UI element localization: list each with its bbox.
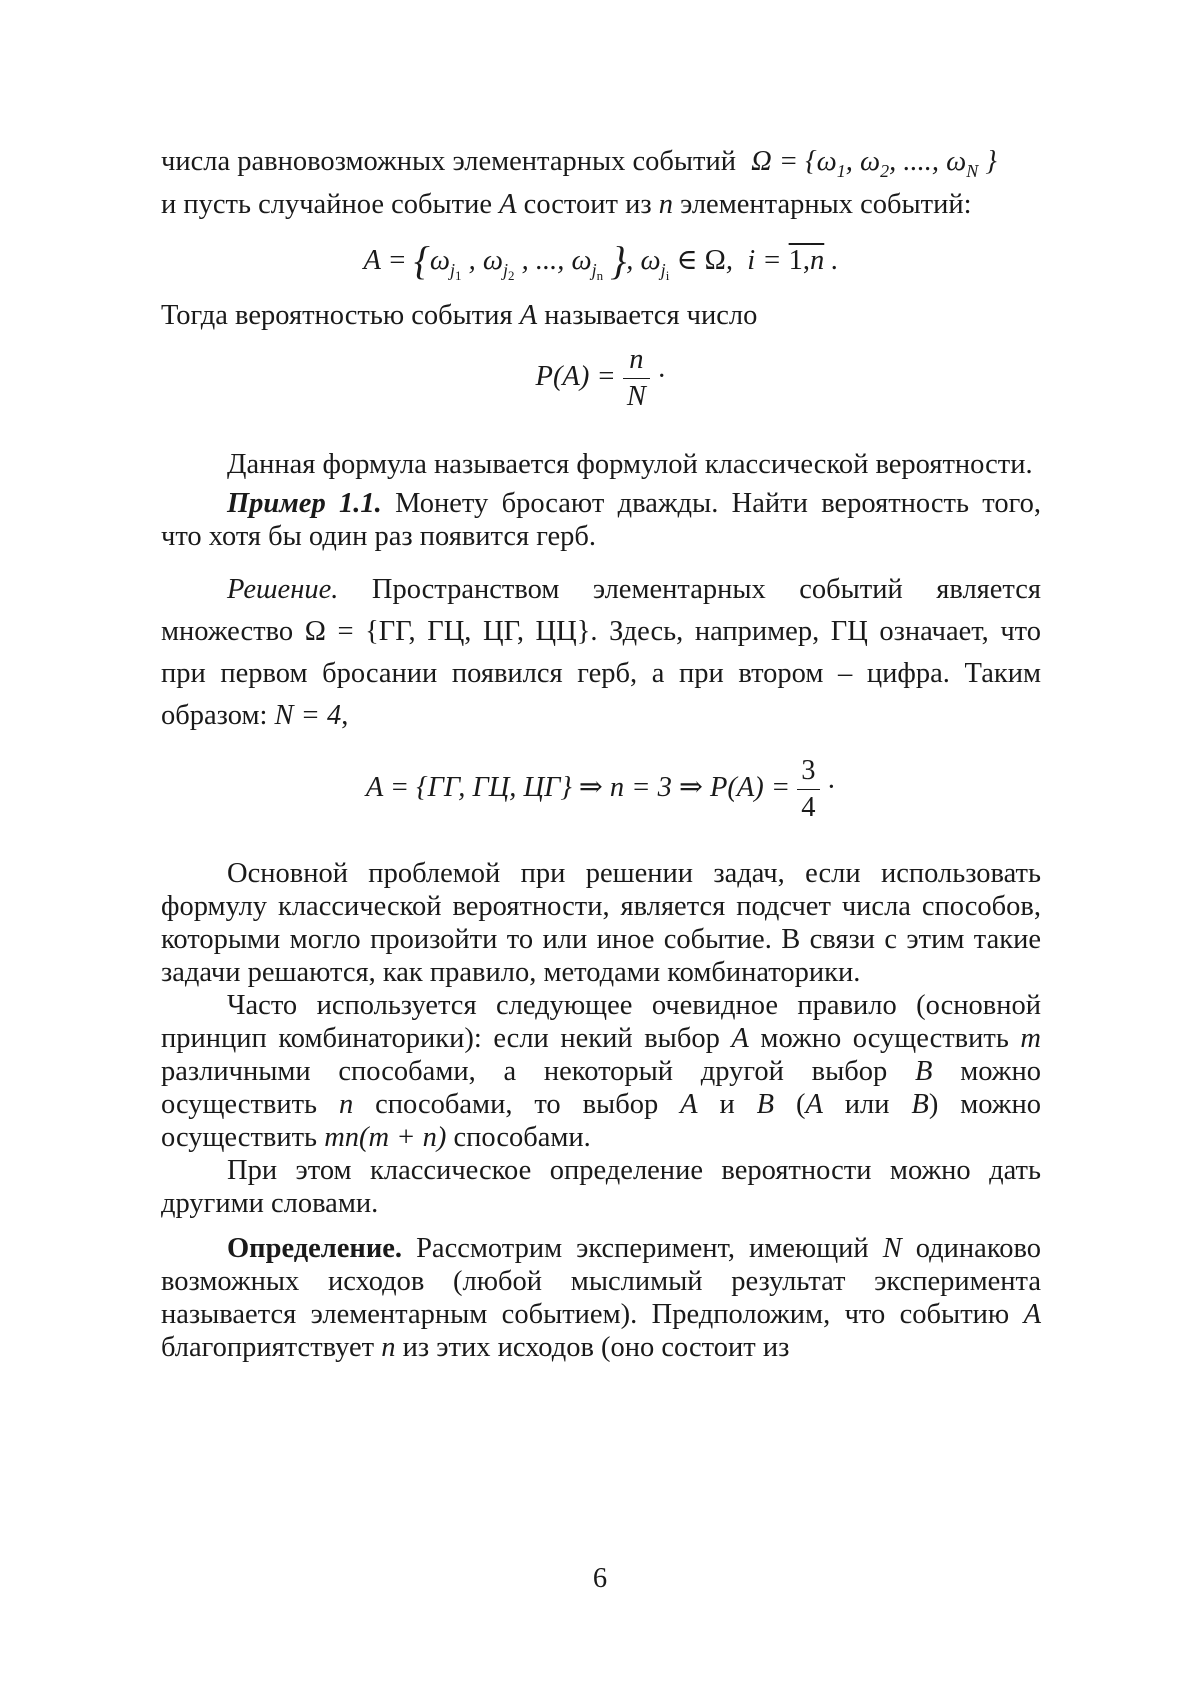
- symbol-A: A: [731, 1023, 749, 1054]
- paragraph-other-words: При этом классическое определение вероятности можно дать другими словами.: [161, 1155, 1041, 1219]
- text-span: Часто используется следующее очевидное правило (основной принцип комбинаторики): если некий выбор: [161, 990, 1041, 1054]
- symbol-B: B: [915, 1056, 933, 1087]
- fraction-denominator: 4: [801, 791, 816, 823]
- page-number: 6: [592, 1563, 608, 1594]
- example-label: Пример 1.1.: [227, 488, 382, 519]
- text-span: из этих исходов (оно состоит из: [395, 1332, 790, 1363]
- omega-set: $\Omega = \{\omega_1$, $\omega_2$, ...., $\omega_N$ }: [751, 146, 997, 181]
- solution-set: Ω = {ГГ, ГЦ, ЦГ, ЦЦ}: [304, 616, 591, 647]
- symbol-N: N: [882, 1233, 902, 1264]
- text-span: можно осуществить: [748, 1023, 1021, 1054]
- paragraph-example: [161, 487, 1041, 553]
- text-span: . Здесь, например,: [590, 616, 831, 647]
- paragraph-problem: Основной проблемой при решении задач, если использовать формулу классической вероятности, является подсчет числа способов, которыми могло произойти то или иное событие. В связи с этим такие задачи решаются, как правило, методами комбинаторики.: [161, 858, 1041, 988]
- text-span: ,: [341, 700, 349, 731]
- fraction-numerator: n: [623, 346, 650, 379]
- formula-lhs: P(A) =: [535, 361, 616, 393]
- symbol-A: A: [680, 1089, 698, 1120]
- symbol-A: A: [805, 1089, 823, 1120]
- symbol-n: n: [381, 1332, 396, 1363]
- formula-answer: A = {ГГ, ГЦ, ЦГ} ⇒ n = 3 ⇒ P(A) = $\frac{3}{4}$ ·: [365, 755, 837, 823]
- text-span: (: [774, 1089, 806, 1120]
- text-span: означает, что при первом бросании появился герб, а при втором – цифра. Таким образом:: [161, 616, 1041, 731]
- text-span: одинаково возможных исходов (любой мыслимый результат эксперимента называется элементарным событием). Предположим, что событию: [161, 1233, 1041, 1330]
- fraction: [623, 346, 650, 411]
- definition-label: Определение.: [227, 1233, 403, 1264]
- text-span: числа равновозможных элементарных событий: [161, 146, 737, 177]
- symbol-n: n: [338, 1089, 354, 1120]
- text-span: элементарных событий:: [680, 189, 972, 220]
- example-text: Монету бросают дважды. Найти вероятность того, что хотя бы один раз появится герб.: [161, 488, 1041, 552]
- symbol-m: m: [1020, 1023, 1042, 1054]
- formula-event-set: $A = \{\omega_{j_1}$ , $\omega_{j_2}$ , ..., $\omega_{j_n}$ }, $\omega_{j_i}$ ∈ Ω, $i = 1,\overline{n}$ .: [363, 238, 839, 283]
- text-span: Тогда вероятностью события: [161, 300, 513, 331]
- solution-n4: N = 4: [274, 700, 342, 731]
- text-span: способами.: [446, 1122, 591, 1153]
- paragraph-then: [161, 299, 1041, 332]
- text-span: можно осуществить: [161, 1056, 1041, 1120]
- text-span: различными способами, а некоторый другой выбор: [161, 1056, 916, 1087]
- paragraph-classic: Данная формула называется формулой классической вероятности.: [227, 449, 1033, 480]
- text-span: и: [697, 1089, 757, 1120]
- answer-lhs: A = {ГГ, ГЦ, ЦГ} ⇒ n = 3 ⇒ P(A) =: [365, 772, 791, 804]
- text-span: называется число: [544, 300, 758, 331]
- text-span: способами, то выбор: [353, 1089, 681, 1120]
- paragraph-rule: [161, 989, 1041, 1154]
- symbol-B: B: [756, 1089, 775, 1120]
- text-span: или: [822, 1089, 912, 1120]
- paragraph-definition: [161, 1232, 1041, 1364]
- text-span: и пусть случайное событие: [161, 189, 492, 220]
- fraction-denominator: N: [626, 380, 646, 412]
- symbol-A: A: [519, 300, 538, 331]
- paragraph-intro: [161, 145, 1041, 221]
- text-span: состоит из: [523, 189, 652, 220]
- paragraph-solution: [161, 569, 1041, 737]
- text-span: Рассмотрим эксперимент, имеющий: [402, 1233, 883, 1264]
- fraction-numerator: 3: [797, 757, 819, 790]
- symbol-mn: mn(m + n): [324, 1122, 447, 1153]
- symbol-A: A: [499, 189, 517, 220]
- formula-probability: P(A) = $\frac{n}{N}$ ·: [535, 344, 667, 412]
- solution-gc: ГЦ: [830, 616, 868, 647]
- text-span: благоприятствует: [161, 1332, 382, 1363]
- symbol-B: B: [911, 1089, 929, 1120]
- text-span: Пространством элементарных событий является множество: [161, 574, 1041, 647]
- text-column: [161, 145, 1041, 1364]
- solution-label: Решение.: [227, 574, 339, 605]
- text-span: ) можно осуществить: [161, 1089, 1041, 1153]
- fraction: [797, 757, 819, 822]
- symbol-A: A: [1023, 1299, 1041, 1330]
- symbol-n: n: [658, 189, 673, 220]
